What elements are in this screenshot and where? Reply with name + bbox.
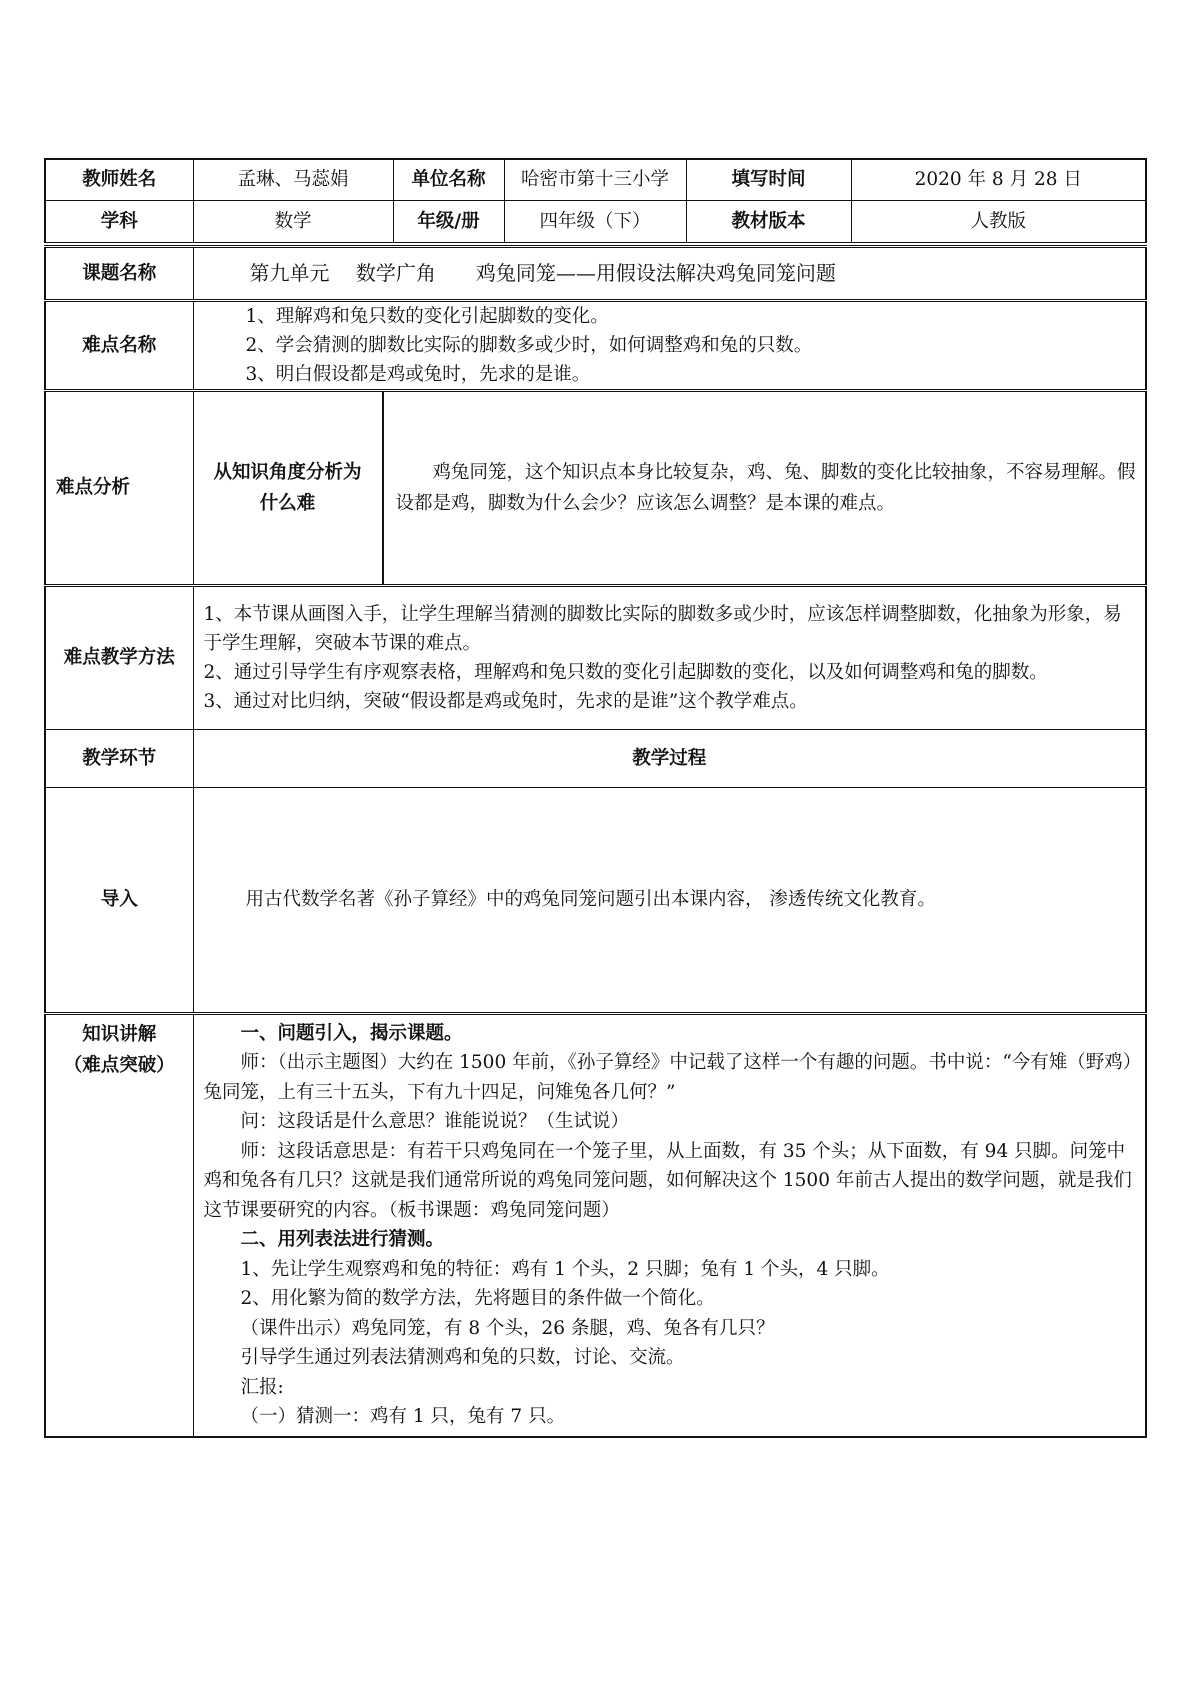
analysis-text: 鸡兔同笼，这个知识点本身比较复杂，鸡、兔、脚数的变化比较抽象，不容易理解。假设都是鸡，脚数为什么会少？应该怎么调整？是本课的难点。 <box>383 392 1147 584</box>
intro-label: 导入 <box>45 787 193 1013</box>
paragraph: （一）猜测一：鸡有 1 只，兔有 7 只。 <box>240 1406 566 1427</box>
section-heading: 二、用列表法进行猜测。 <box>240 1229 445 1250</box>
intro-text: 用古代数学名著《孙子算经》中的鸡兔同笼问题引出本课内容， 渗透传统文化教育。 <box>193 787 1146 1013</box>
lesson-plan-form <box>44 158 1145 1438</box>
header-table <box>44 158 1147 243</box>
grade-value: 四年级（下） <box>504 200 686 242</box>
difficulty-label: 难点名称 <box>45 300 193 390</box>
difficulty-item: 1、理解鸡和兔只数的变化引起脚数的变化。 <box>245 305 609 327</box>
knowledge-label-line1: 知识讲解 <box>82 1023 157 1045</box>
method-list <box>193 585 1146 729</box>
paragraph: 师：这段话意思是：有若干只鸡兔同在一个笼子里，从上面数，有 35 个头；从下面数，有 94 只脚。问笼中鸡和兔各有几只？这就是我们通常所说的鸡兔同笼问题，如何解决这个 1500 年前古人提出的数学问题，就是我们这节课要研究的内容。（板书课题：鸡兔同笼问题） <box>203 1140 1132 1221</box>
paragraph: 师：（出示主题图）大约在 1500 年前，《孙子算经》中记载了这样一个有趣的问题。书中说：“今有雉（野鸡）兔同笼，上有三十五头，下有九十四足，问雉兔各几何？” <box>203 1052 1133 1103</box>
unit-name-label: 单位名称 <box>393 159 504 200</box>
knowledge-body <box>193 1013 1146 1437</box>
paragraph: 问：这段话是什么意思？谁能说说？（生试说） <box>240 1111 630 1132</box>
subject-value: 数学 <box>193 200 393 242</box>
method-item: 3、通过对比归纳，突破“假设都是鸡或兔时，先求的是谁”这个教学难点。 <box>203 690 808 712</box>
analysis-cell <box>193 390 1146 585</box>
grade-label: 年级/册 <box>393 200 504 242</box>
unit-name-value: 哈密市第十三小学 <box>504 159 686 200</box>
topic-value: 第九单元 数学广角 鸡兔同笼——用假设法解决鸡兔同笼问题 <box>193 246 1146 300</box>
paragraph: 1、先让学生观察鸡和兔的特征：鸡有 1 个头，2 只脚；兔有 1 个头，4 只脚。 <box>240 1258 890 1280</box>
teacher-name-value: 孟琳、马蕊娟 <box>193 159 393 200</box>
paragraph: 汇报: <box>240 1376 284 1398</box>
process-label: 教学过程 <box>193 729 1146 787</box>
paragraph: （课件出示）鸡兔同笼，有 8 个头，26 条腿，鸡、兔各有几只？ <box>240 1317 775 1339</box>
knowledge-label-line2: （难点突破） <box>63 1054 175 1076</box>
difficulty-item: 3、明白假设都是鸡或兔时，先求的是谁。 <box>245 363 591 385</box>
section-heading: 一、问题引入，揭示课题。 <box>240 1022 463 1044</box>
method-item: 2、通过引导学生有序观察表格，理解鸡和兔只数的变化引起脚数的变化，以及如何调整鸡和兔的脚数。 <box>203 661 1048 683</box>
difficulty-list <box>193 300 1146 390</box>
edition-label: 教材版本 <box>686 200 851 242</box>
method-item: 1、本节课从画图入手，让学生理解当猜测的脚数比实际的脚数多或少时，应该怎样调整脚数，化抽象为形象，易于学生理解，突破本节课的难点。 <box>203 603 1122 654</box>
analysis-label: 难点分析 <box>45 390 193 585</box>
analysis-subtable <box>194 392 1147 584</box>
method-label: 难点教学方法 <box>45 585 193 729</box>
paragraph: 2、用化繁为简的数学方法，先将题目的条件做一个简化。 <box>240 1288 715 1309</box>
edition-value: 人教版 <box>851 200 1146 242</box>
topic-label: 课题名称 <box>45 246 193 300</box>
paragraph: 引导学生通过列表法猜测鸡和兔的只数，讨论、交流。 <box>240 1347 685 1368</box>
fill-date-label: 填写时间 <box>686 159 851 200</box>
body-table <box>44 245 1147 1439</box>
knowledge-label <box>45 1013 193 1437</box>
process-stage-label: 教学环节 <box>45 729 193 787</box>
analysis-sub-label: 从知识角度分析为什么难 <box>213 461 362 514</box>
teacher-name-label: 教师姓名 <box>45 159 193 200</box>
subject-label: 学科 <box>45 200 193 242</box>
fill-date-value: 2020 年 8 月 28 日 <box>851 159 1146 200</box>
difficulty-item: 2、学会猜测的脚数比实际的脚数多或少时，如何调整鸡和兔的只数。 <box>245 334 813 356</box>
